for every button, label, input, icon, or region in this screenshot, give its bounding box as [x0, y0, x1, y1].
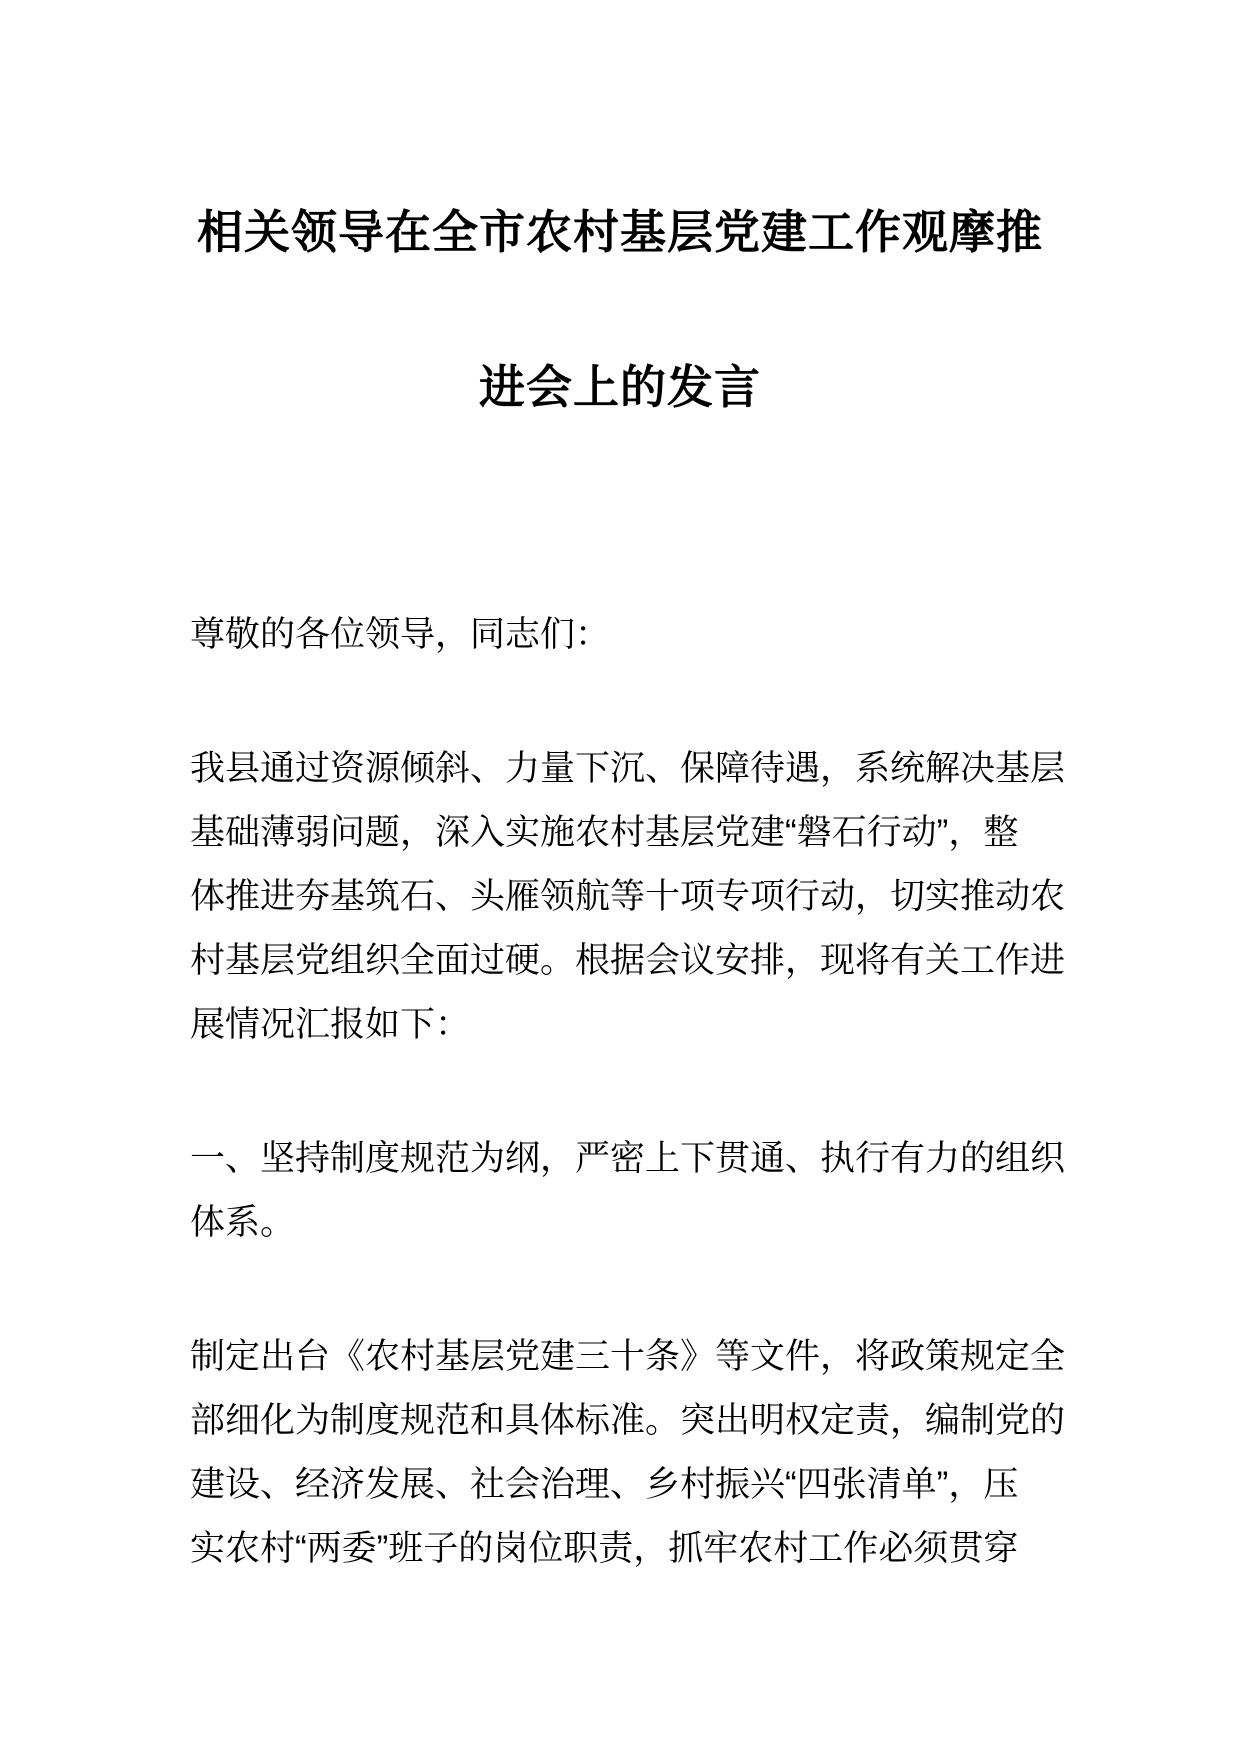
text-line: 展情况汇报如下： — [190, 1005, 471, 1044]
paragraph-container — [190, 737, 1080, 1581]
paragraph-intro — [190, 737, 1080, 1057]
text-line: 村基层党组织全面过硬。根据会议安排，现将有关工作进 — [190, 941, 1066, 980]
text-line: 建设、经济发展、社会治理、乡村振兴“四张清单”，压 — [190, 1465, 1019, 1504]
text-line: 体系。 — [190, 1203, 296, 1242]
greeting-line: 尊敬的各位领导，同志们： — [190, 615, 611, 654]
text-line: 制定出台《农村基层党建三十条》等文件，将政策规定全 — [190, 1337, 1066, 1376]
document-body — [190, 603, 1080, 1581]
document-title — [0, 155, 1240, 465]
title-line: 相关领导在全市农村基层党建工作观摩推 — [197, 206, 1043, 258]
text-line: 基础薄弱问题，深入实施农村基层党建“磐石行动”，整 — [190, 813, 1019, 852]
text-line: 一、坚持制度规范为纲，严密上下贯通、执行有力的组织 — [190, 1139, 1066, 1178]
section-heading-1 — [190, 1127, 1080, 1255]
title-line: 进会上的发言 — [479, 361, 761, 413]
text-line: 体推进夯基筑石、头雁领航等十项专项行动，切实推动农 — [190, 877, 1066, 916]
text-line: 部细化为制度规范和具体标准。突出明权定责，编制党的 — [190, 1401, 1066, 1440]
text-line: 我县通过资源倾斜、力量下沉、保障待遇，系统解决基层 — [190, 749, 1066, 788]
text-line: 实农村“两委”班子的岗位职责，抓牢农村工作必须贯穿 — [190, 1529, 1019, 1568]
paragraph-section-1-body — [190, 1325, 1080, 1581]
